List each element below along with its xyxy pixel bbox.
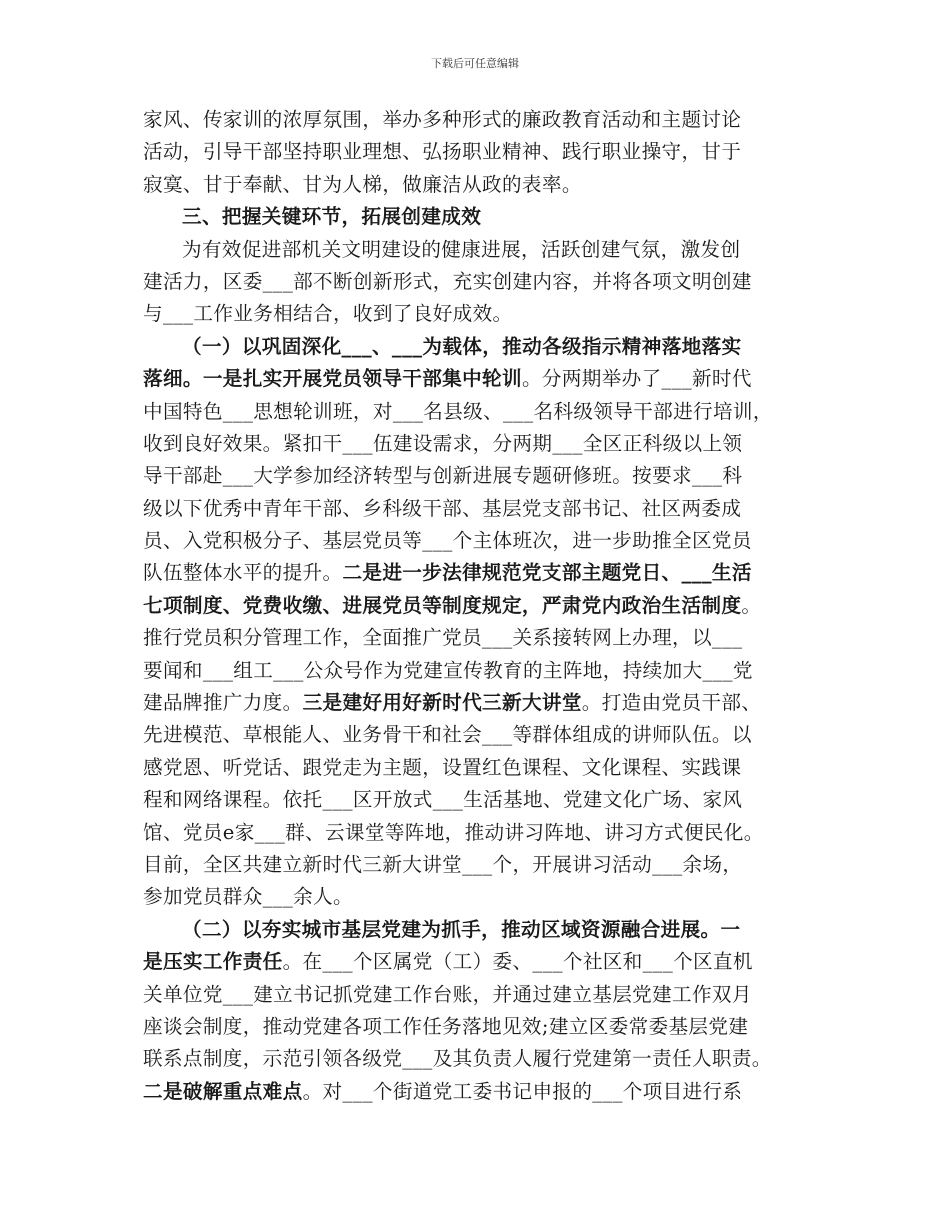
text-line [143,590,815,622]
text-run: 导干部赴___大学参加经济转型与创新进展专题研修班。按要求___科 [143,464,743,488]
text-line [143,169,815,201]
text-line [143,136,815,168]
text-line [143,946,815,978]
text-run: 关单位党___建立书记抓党建工作台账，并通过建立基层党建工作双月 [143,982,752,1006]
text-run: 联系点制度，示范引领各级党___及其负责人履行党建第一责任人职责。 [143,1047,772,1071]
text-line [143,687,815,719]
text-run: 中国特色___思想轮训班，对___名县级、___名科级领导干部进行培训， [143,399,773,423]
text-run: 三是建好用好新时代三新大讲堂 [302,691,582,715]
text-run: 落细。一是扎实开展党员领导干部集中轮训 [143,367,522,391]
text-run: 。打造由党员干部、 [581,691,762,715]
text-run: 寂寞、甘于奉献、甘为人梯，做廉洁从政的表率。 [143,172,582,196]
text-run: 目前，全区共建立新时代三新大讲堂___个，开展讲习活动___余场， [143,852,743,876]
text-line [143,784,815,816]
text-line [143,428,815,460]
text-run: 级以下优秀中青年干部、乡科级干部、基层党支部书记、社区两委成 [143,496,742,520]
text-run: 家风、传家训的浓厚氛围，举办多种形式的廉政教育活动和主题讨论 [143,108,742,131]
text-run: 二是破解重点难点 [143,1079,303,1103]
text-run: 程和网络课程。依托___区开放式___生活基地、党建文化广场、家风 [143,788,743,812]
text-line [143,363,815,395]
text-run: 座谈会制度，推动党建各项工作任务落地见效;建立区委常委基层党建 [143,1014,749,1038]
text-line [143,622,815,654]
text-run: 馆、党员e家___群、云课堂等阵地，推动讲习阵地、讲习方式便民化。 [143,820,764,844]
text-run: 员、入党积极分子、基层党员等___个主体班次，进一步助推全区党员 [143,529,752,553]
text-line [143,234,815,266]
subsection-heading [143,914,815,946]
text-run: 建品牌推广力度。 [143,691,303,715]
text-run: 。在___个区属党（工）委、___个社区和___个区直机 [282,950,753,974]
text-line [143,1076,815,1108]
text-line [143,849,815,881]
text-line [143,460,815,492]
text-line [143,557,815,589]
text-run: 三、把握关键环节，拓展创建成效 [182,205,482,229]
text-run: （二）以夯实城市基层党建为抓手，推动区域资源融合进展。一 [182,917,741,941]
text-run: 队伍整体水平的提升。 [143,561,343,585]
text-run: 是压实工作责任 [143,950,283,974]
text-line [143,266,815,298]
text-run: 推行党员积分管理工作，全面推广党员___关系接转网上办理，以___ [143,626,743,650]
text-run: 要闻和___组工___公众号作为党建宣传教育的主阵地，持续加大___党 [143,658,753,682]
text-run: 活动，引导干部坚持职业理想、弘扬职业精神、践行职业操守，甘于 [143,140,742,164]
text-run: （一）以巩固深化___、___为载体，推动各级指示精神落地落实 [182,334,742,358]
text-line [143,979,815,1011]
page-header-note: 下载后可任意编辑 [431,57,519,70]
text-line [143,719,815,751]
text-run: 感党恩、听党话、跟党走为主题，设置红色课程、文化课程、实践课 [143,755,742,779]
text-line [143,1011,815,1043]
text-line [143,752,815,784]
text-line [143,525,815,557]
text-run: 建活力，区委___部不断创新形式，充实创建内容，并将各项文明创建 [143,269,752,293]
text-line [143,817,815,849]
document-body [143,104,815,1108]
text-run: 二是进一步法律规范党支部主题党日、___生活 [342,561,752,585]
section-heading [143,201,815,233]
text-run: 参加党员群众___余人。 [143,885,353,909]
text-line [143,493,815,525]
text-run: 七项制度、党费收缴、进展党员等制度规定，严肃党内政治生活制度 [143,593,742,617]
text-line [143,1043,815,1075]
text-run: 为有效促进部机关文明建设的健康进展，活跃创建气氛，激发创 [182,237,741,261]
subsection-heading [143,331,815,363]
text-line [143,881,815,913]
text-run: 收到良好效果。紧扣干___伍建设需求，分两期___全区正科级以上领 [143,431,743,455]
text-run: 。分两期举办了___新时代 [521,367,752,391]
text-line [143,104,815,136]
text-run: 先进模范、草根能人、业务骨干和社会___等群体组成的讲师队伍。以 [143,723,752,747]
text-run: 与___工作业务相结合，收到了良好成效。 [143,302,513,326]
text-run: 。对___个街道党工委书记申报的___个项目进行系 [302,1079,743,1103]
text-line [143,655,815,687]
text-run: 。 [741,593,762,617]
text-line [143,396,815,428]
text-line [143,298,815,330]
